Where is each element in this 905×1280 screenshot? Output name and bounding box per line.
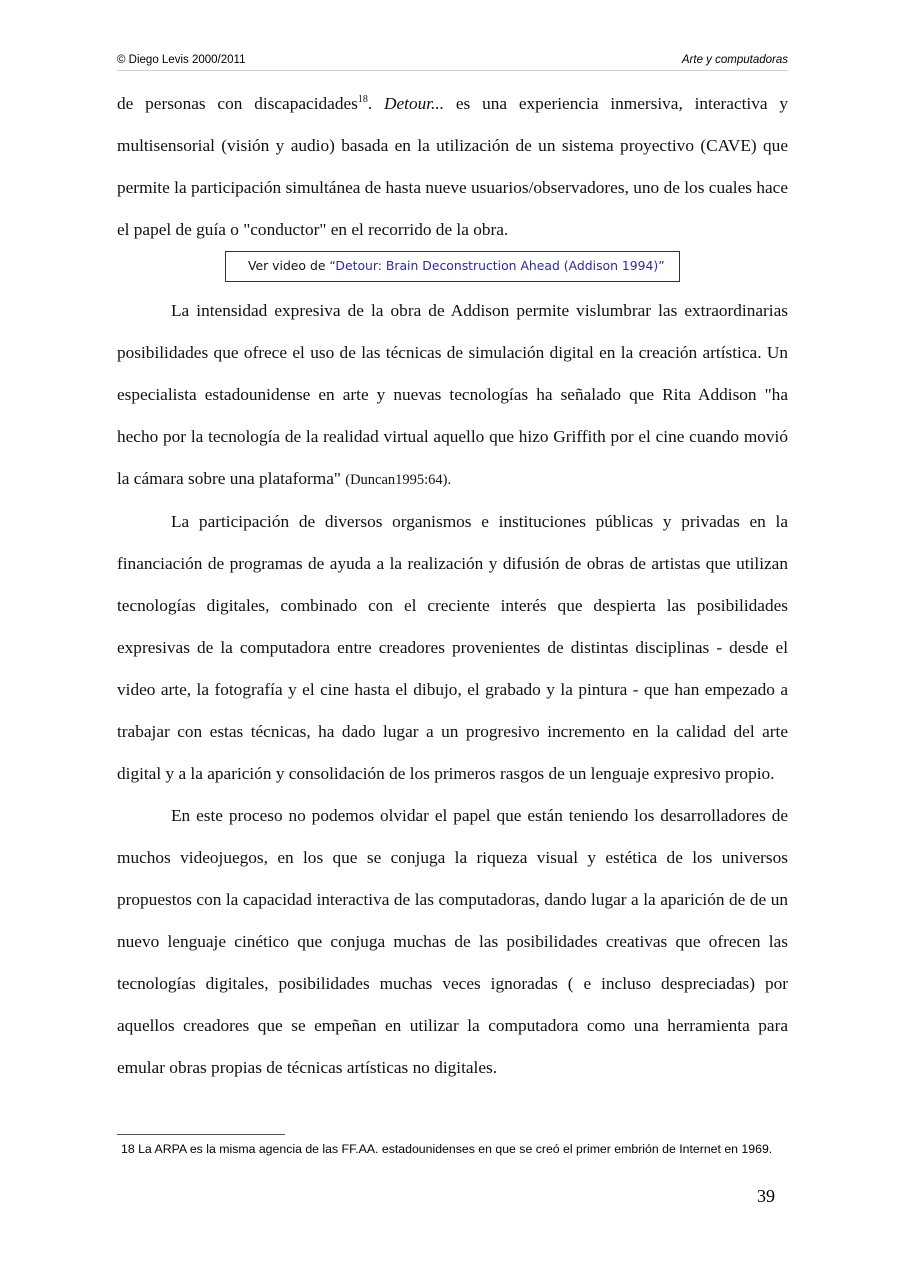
citation-duncan: (Duncan1995:64). <box>345 472 452 488</box>
paragraph-1 <box>117 83 788 251</box>
paragraph-2-text: La intensidad expresiva de la obra de Addison permite vislumbrar las extraordinarias posibilidades que ofrece el uso de las técnicas de simulación digital en la creación artística. Un especialista estadounidense en arte y nuevas tecnologías ha señalado que Rita Addison "ha hecho por la tecnología de la realidad virtual aquello que hizo Griffith por el cine cuando movió la cámara sobre una plataforma" <box>117 301 788 488</box>
page-header <box>117 54 788 70</box>
work-title-detour: Detour... <box>384 94 445 113</box>
page-number: 39 <box>757 1186 775 1206</box>
header-divider <box>117 70 788 71</box>
paragraph-1-punct: . <box>367 94 385 113</box>
paragraph-1-text-start: de personas con discapacidades <box>117 94 358 113</box>
page-body <box>117 83 788 1089</box>
paragraph-1-text-end: es una experiencia inmersiva, interactiva y multisensorial (visión y audio) basada en la utilización de un sistema proyectivo (CAVE) que permite la participación simultánea de hasta nueve usuarios/observadores, uno de los cuales hace el papel de guía o "conductor" en el recorrido de la obra. <box>117 94 789 239</box>
video-link-prefix: Ver video de <box>248 258 330 273</box>
paragraph-2 <box>117 290 788 501</box>
footnote-18: 18 La ARPA es la misma agencia de las FF.AA. estadounidenses en que se creó el primer embrión de Internet en 1969. <box>121 1142 773 1156</box>
footnote-ref-18[interactable]: 18 <box>357 94 368 105</box>
paragraph-4: En este proceso no podemos olvidar el papel que están teniendo los desarrolladores de muchos videojuegos, en los que se conjuga la riqueza visual y estética de los universos propuestos con la capacidad interactiva de las computadoras, dando lugar a la aparición de de un nuevo lenguaje cinético que conjuga muchas de las posibilidades creativas que ofrecen las tecnologías digitales, posibilidades muchas veces ignoradas ( e incluso despreciadas) por aquellos creadores que se empeñan en utilizar la computadora como una herramienta para emular obras propias de técnicas artísticas no digitales. <box>117 806 788 1077</box>
header-title: Arte y computadoras <box>681 54 788 66</box>
video-link-box[interactable] <box>225 251 680 282</box>
paragraph-3: La participación de diversos organismos e instituciones públicas y privadas en la financiación de programas de ayuda a la realización y difusión de obras de artistas que utilizan tecnologías digitales, combinado con el creciente interés que despierta las posibilidades expresivas de la computadora entre creadores provenientes de distintas disciplinas - desde el video arte, la fotografía y el cine hasta el dibujo, el grabado y la pintura - que han empezado a trabajar con estas técnicas, ha dado lugar a un progresivo incremento en la calidad del arte digital y a la aparición y consolidación de los primeros rasgos de un lenguaje expresivo propio. <box>117 512 788 783</box>
header-copyright: © Diego Levis 2000/2011 <box>117 54 246 66</box>
footnote-divider <box>117 1134 285 1135</box>
video-link[interactable]: “Detour: Brain Deconstruction Ahead (Addison 1994)” <box>329 258 665 273</box>
